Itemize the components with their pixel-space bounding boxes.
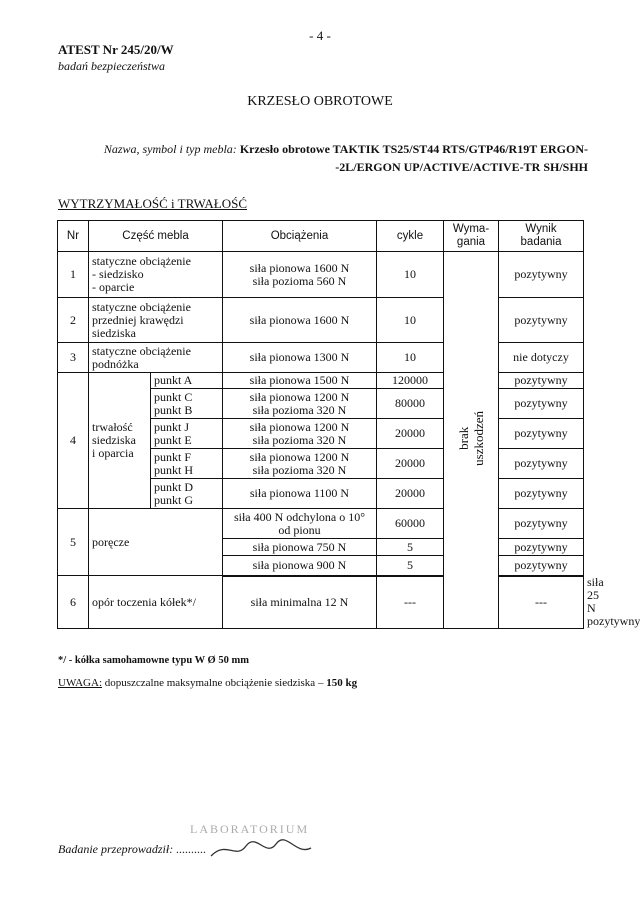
row-part: trwałość siedziska i oparcia (89, 373, 151, 509)
remark-value: 150 kg (326, 677, 358, 689)
row-point: punkt C punkt B (151, 389, 223, 419)
row-cycles: 60000 (377, 509, 444, 539)
requirements-merged-cell (444, 252, 499, 629)
row-cycles: --- (377, 576, 444, 629)
row-requirements: --- (499, 576, 584, 629)
furniture-name-block (58, 140, 588, 176)
lab-stamp: LABORATORIUM (190, 822, 310, 836)
row-load: siła 400 N odchylona o 10° od pionu (223, 509, 377, 539)
row-result: pozytywny (499, 539, 584, 556)
name-value-line2: -2L/ERGON UP/ACTIVE/ACTIVE-TR SH/SHH (335, 160, 588, 174)
row-result: pozytywny (499, 373, 584, 389)
test-results-table (57, 220, 640, 629)
requirements-text: brak uszkodzeń (456, 411, 486, 466)
row-nr: 2 (58, 298, 89, 343)
row-load: siła pionowa 1600 N siła pozioma 560 N (223, 252, 377, 298)
header-part: Część mebla (89, 221, 223, 252)
row-cycles: 120000 (377, 373, 444, 389)
row-result: pozytywny (499, 419, 584, 449)
table-row (58, 252, 584, 298)
row-result: pozytywny (499, 252, 584, 298)
row-part: statyczne obciążenie - siedzisko - oparcie (89, 252, 223, 298)
row-result: pozytywny (499, 298, 584, 343)
row-result: pozytywny (499, 509, 584, 539)
row-cycles: 20000 (377, 449, 444, 479)
row-point: punkt A (151, 373, 223, 389)
footnote: */ - kółka samohamowne typu W Ø 50 mm (58, 655, 249, 666)
row-nr: 6 (58, 576, 89, 629)
row-result: pozytywny (499, 389, 584, 419)
row-point: punkt F punkt H (151, 449, 223, 479)
page-number: - 4 - (309, 28, 331, 43)
row-load: siła pionowa 1500 N (223, 373, 377, 389)
row-result: nie dotyczy (499, 343, 584, 373)
section-title: WYTRZYMAŁOŚĆ i TRWAŁOŚĆ (58, 196, 247, 211)
header-result: Wynik badania (499, 221, 584, 252)
table-row (58, 343, 584, 373)
remark-label: UWAGA: (58, 677, 102, 689)
row-load: siła pionowa 900 N (223, 556, 377, 576)
row-nr: 4 (58, 373, 89, 509)
row-part: opór toczenia kółek*/ (89, 576, 223, 629)
name-value-line1: Krzesło obrotowe TAKTIK TS25/ST44 RTS/GTP46/R19T ERGON- (239, 142, 588, 156)
table-row (58, 298, 584, 343)
row-result: pozytywny (499, 556, 584, 576)
row-part: poręcze (89, 509, 223, 576)
row-load: siła pionowa 1300 N (223, 343, 377, 373)
row-load: siła pionowa 750 N (223, 539, 377, 556)
row-load: siła minimalna 12 N (223, 576, 377, 629)
table-row: 6 opór toczenia kółek*/ siła minimalna 12 N --- --- siła 25 N pozytywny (58, 576, 584, 629)
row-nr: 1 (58, 252, 89, 298)
row-load: siła pionowa 1200 N siła pozioma 320 N (223, 389, 377, 419)
header-requirements: Wyma- gania (444, 221, 499, 252)
atest-subtitle: badań bezpieczeństwa (58, 59, 165, 73)
header-cycles: cykle (377, 221, 444, 252)
row-cycles: 20000 (377, 479, 444, 509)
row-load: siła pionowa 1200 N siła pozioma 320 N (223, 419, 377, 449)
table-row (58, 373, 584, 389)
row-nr: 3 (58, 343, 89, 373)
row-cycles: 10 (377, 298, 444, 343)
row-result: pozytywny (499, 479, 584, 509)
row-cycles: 5 (377, 539, 444, 556)
remark (58, 677, 357, 689)
name-label: Nazwa, symbol i typ mebla: (103, 142, 237, 156)
row-load: siła pionowa 1100 N (223, 479, 377, 509)
document-heading: KRZESŁO OBROTOWE (247, 94, 393, 109)
signature-label: Badanie przeprowadził: .......... (58, 841, 207, 856)
row-part: statyczne obciążenie przedniej krawędzi siedziska (89, 298, 223, 343)
row-load: siła pionowa 1600 N (223, 298, 377, 343)
atest-title: ATEST Nr 245/20/W (58, 42, 174, 57)
remark-text: dopuszczalne maksymalne obciążenie siedziska – (102, 677, 327, 689)
row-part: statyczne obciążenie podnóżka (89, 343, 223, 373)
row-nr: 5 (58, 509, 89, 576)
row-point: punkt D punkt G (151, 479, 223, 509)
row-cycles: 10 (377, 252, 444, 298)
header-load: Obciążenia (223, 221, 377, 252)
signature-line (58, 838, 316, 862)
row-cycles: 20000 (377, 419, 444, 449)
row-cycles: 5 (377, 556, 444, 576)
row-point: punkt J punkt E (151, 419, 223, 449)
row-cycles: 80000 (377, 389, 444, 419)
table-header-row (58, 221, 584, 252)
row-result: pozytywny (499, 449, 584, 479)
table-row (58, 509, 584, 539)
header-nr: Nr (58, 221, 89, 252)
signature-scribble (206, 838, 316, 862)
row-cycles: 10 (377, 343, 444, 373)
row-load: siła pionowa 1200 N siła pozioma 320 N (223, 449, 377, 479)
